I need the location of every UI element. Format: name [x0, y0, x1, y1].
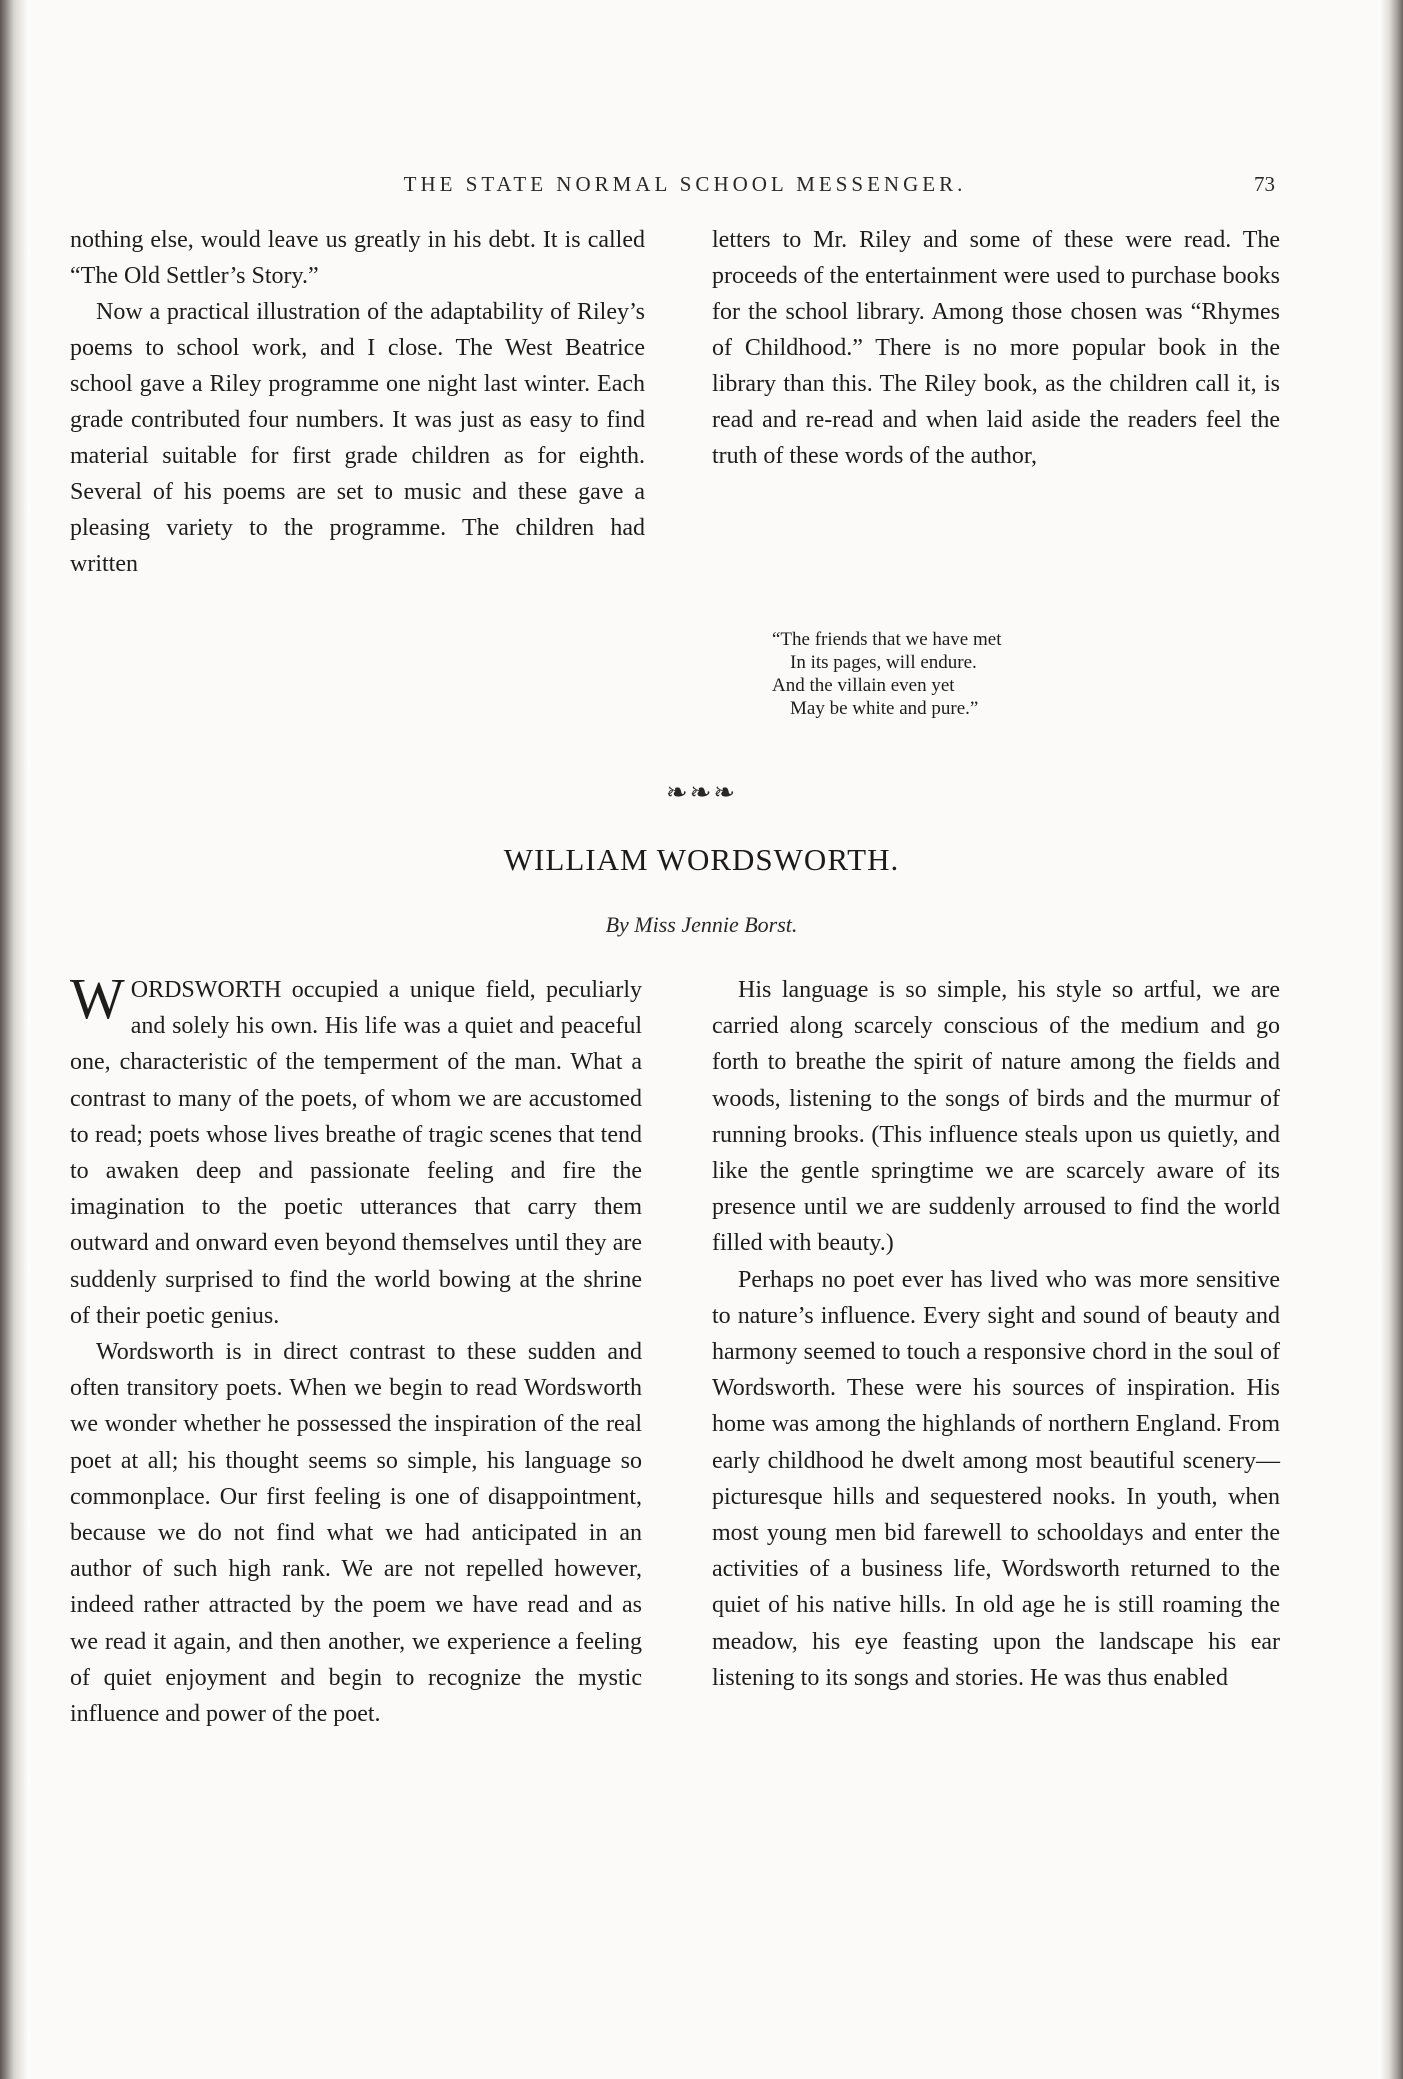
poem-quote: [772, 628, 1252, 720]
article-left-column: [70, 966, 642, 1732]
drop-cap: W: [70, 966, 125, 1031]
paragraph: [70, 966, 642, 1334]
paragraph-text: ORDSWORTH occupied a unique field, peculiarly and solely his own. His life was a quiet and peaceful one, characteristic of the temperment of the man. What a contrast to many of the poets, of whom we are accustomed to read; poets whose lives breathe of tragic scenes that tend to awaken deep and passionate feeling and fire the imagination to the poetic utterances that carry them outward and onward even beyond themselves until they are suddenly surprised to find the world bowing at the shrine of their poetic genius.: [70, 977, 642, 1329]
article-title: WILLIAM WORDSWORTH.: [503, 842, 900, 877]
top-right-column: [712, 222, 1280, 474]
poem-line: In its pages, will endure.: [790, 652, 977, 673]
paragraph: His language is so simple, his style so artful, we are carried along scarcely conscious of the medium and go forth to breathe the spirit of nature among the fields and woods, listening to the songs of birds and the murmur of running brooks. (This influence steals upon us quietly, and like the gentle springtime we are scarcely aware of its presence until we are suddenly arroused to find the world filled with beauty.): [712, 977, 1280, 1257]
paragraph: Wordsworth is in direct contrast to these sudden and often transitory poets. When we begin to read Wordsworth we wonder whether he possessed the inspiration of the real poet at all; his thought seems so simple, his language so commonplace. Our first feeling is one of disappointment, because we do not find what we had anticipated in an author of such high rank. We are not repelled however, indeed rather attracted by the poem we have read and as we read it again, and then another, we experience a feeling of quiet enjoyment and begin to recognize the mystic influence and power of the poet.: [70, 1339, 642, 1728]
poem-line: “The friends that we have met: [772, 629, 1002, 650]
paragraph: Perhaps no poet ever has lived who was more sensitive to nature’s influence. Every sight and sound of beauty and harmony seemed to touch a responsive chord in the soul of Wordsworth. These were his sources of inspiration. His home was among the highlands of northern England. From early childhood he dwelt among most beautiful scenery—picturesque hills and sequestered nooks. In youth, when most young men bid farewell to schooldays and enter the activities of a business life, Wordsworth returned to the quiet of his native hills. In old age he is still roaming the meadow, his eye feasting upon the landscape his ear listening to its songs and stories. He was thus enabled: [712, 1266, 1280, 1691]
article-right-column: [712, 972, 1280, 1696]
poem-line: And the villain even yet: [772, 675, 955, 696]
section-ornament: ❧❧❧: [665, 778, 738, 807]
top-left-column: [70, 222, 645, 582]
poem-line: May be white and pure.”: [790, 698, 979, 719]
page-number: 73: [1254, 172, 1275, 196]
article-byline: By Miss Jennie Borst.: [605, 912, 798, 937]
paragraph: nothing else, would leave us greatly in his debt. It is called “The Old Settler’s Story.”: [70, 227, 645, 289]
paragraph: Now a practical illustration of the adaptability of Riley’s poems to school work, and I close. The West Beatrice school gave a Riley programme one night last winter. Each grade contributed four numbers. It was just as easy to find material suitable for first grade children as for eighth. Several of his poems are set to music and these gave a pleasing variety to the programme. The children had written: [70, 299, 645, 577]
scan-left-edge: [0, 0, 30, 2079]
running-head: THE STATE NORMAL SCHOOL MESSENGER.: [403, 172, 967, 196]
paragraph: letters to Mr. Riley and some of these were read. The proceeds of the entertainment were used to purchase books for the school library. Among those chosen was “Rhymes of Childhood.” There is no more popular book in the library than this. The Riley book, as the children call it, is read and re-read and when laid aside the readers feel the truth of these words of the author,: [712, 227, 1280, 469]
scan-right-edge: [1379, 0, 1403, 2079]
